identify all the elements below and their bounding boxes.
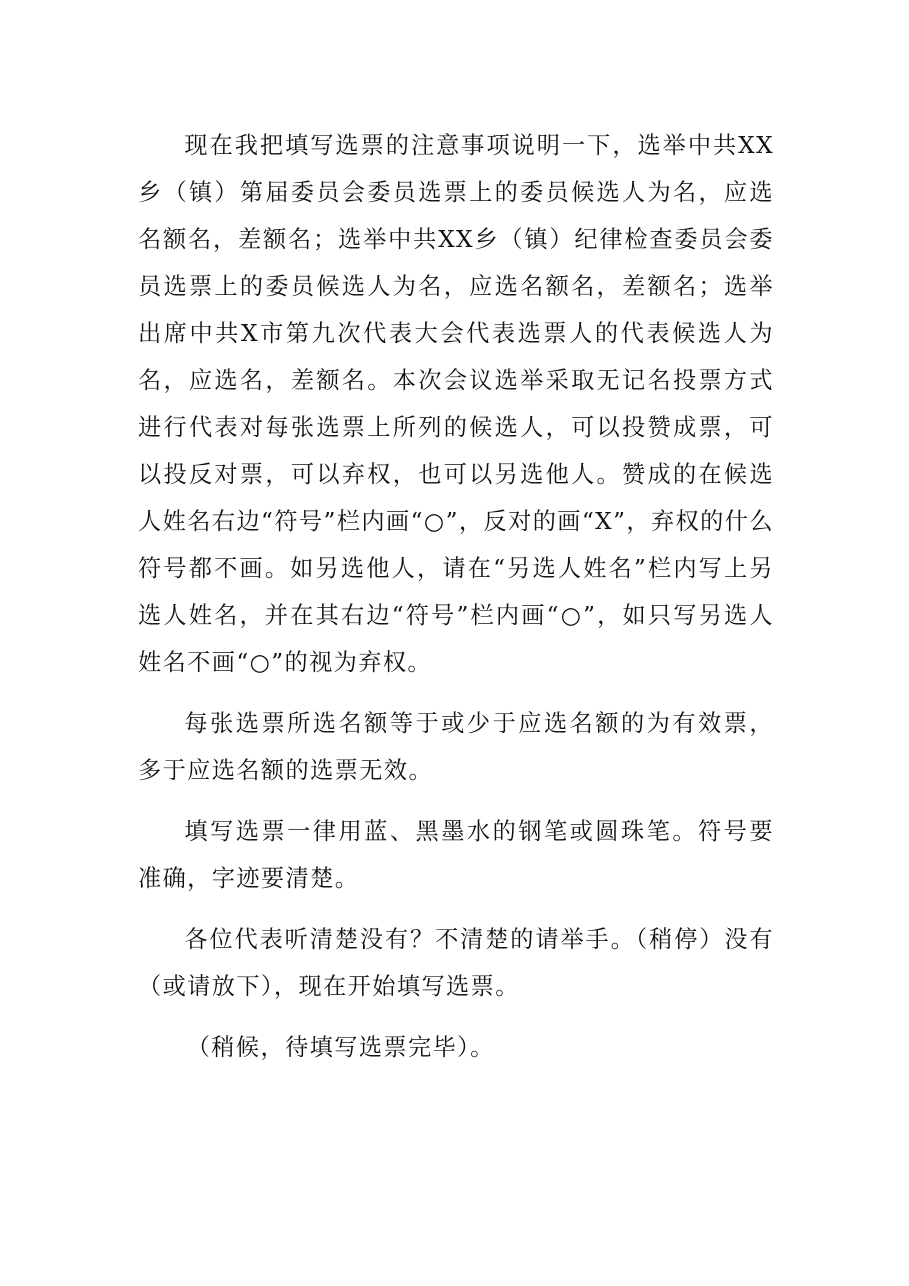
paragraph-valid-ballot-rule: 每张选票所选名额等于或少于应选名额的为有效票，多于应选名额的选票无效。 <box>138 710 774 784</box>
paragraph-ballot-instructions: 现在我把填写选票的注意事项说明一下，选举中共XX乡（镇）第届委员会委员选票上的委员候选人为名，应选名额名，差额名；选举中共XX乡（镇）纪律检查委员会委员选票上的委员候选人为名，应选名额名，差额名；选举出席中共X市第九次代表大会代表选票人的代表候选人为名，应选名，差额名。本次会议选举采取无记名投票方式进行代表对每张选票上所列的候选人，可以投赞成票，可以投反对票，可以弃权，也可以另选他人。赞成的在候选人姓名右边“符号”栏内画“○”，反对的画“X”，弃权的什么符号都不画。如另选他人，请在“另选人姓名”栏内写上另选人姓名，并在其右边“符号”栏内画“○”，如只写另选人姓名不画“○”的视为弃权。 <box>138 132 774 676</box>
document-body <box>138 122 774 1085</box>
paragraph-pen-requirement: 填写选票一律用蓝、黑墨水的钢笔或圆珠笔。符号要准确，字迹要清楚。 <box>138 818 774 892</box>
paragraph-start-filling: 各位代表听清楚没有？不清楚的请举手。（稍停）没有（或请放下），现在开始填写选票。 <box>138 926 774 1000</box>
paragraph-wait-note: （稍候，待填写选票完毕）。 <box>186 1034 495 1061</box>
